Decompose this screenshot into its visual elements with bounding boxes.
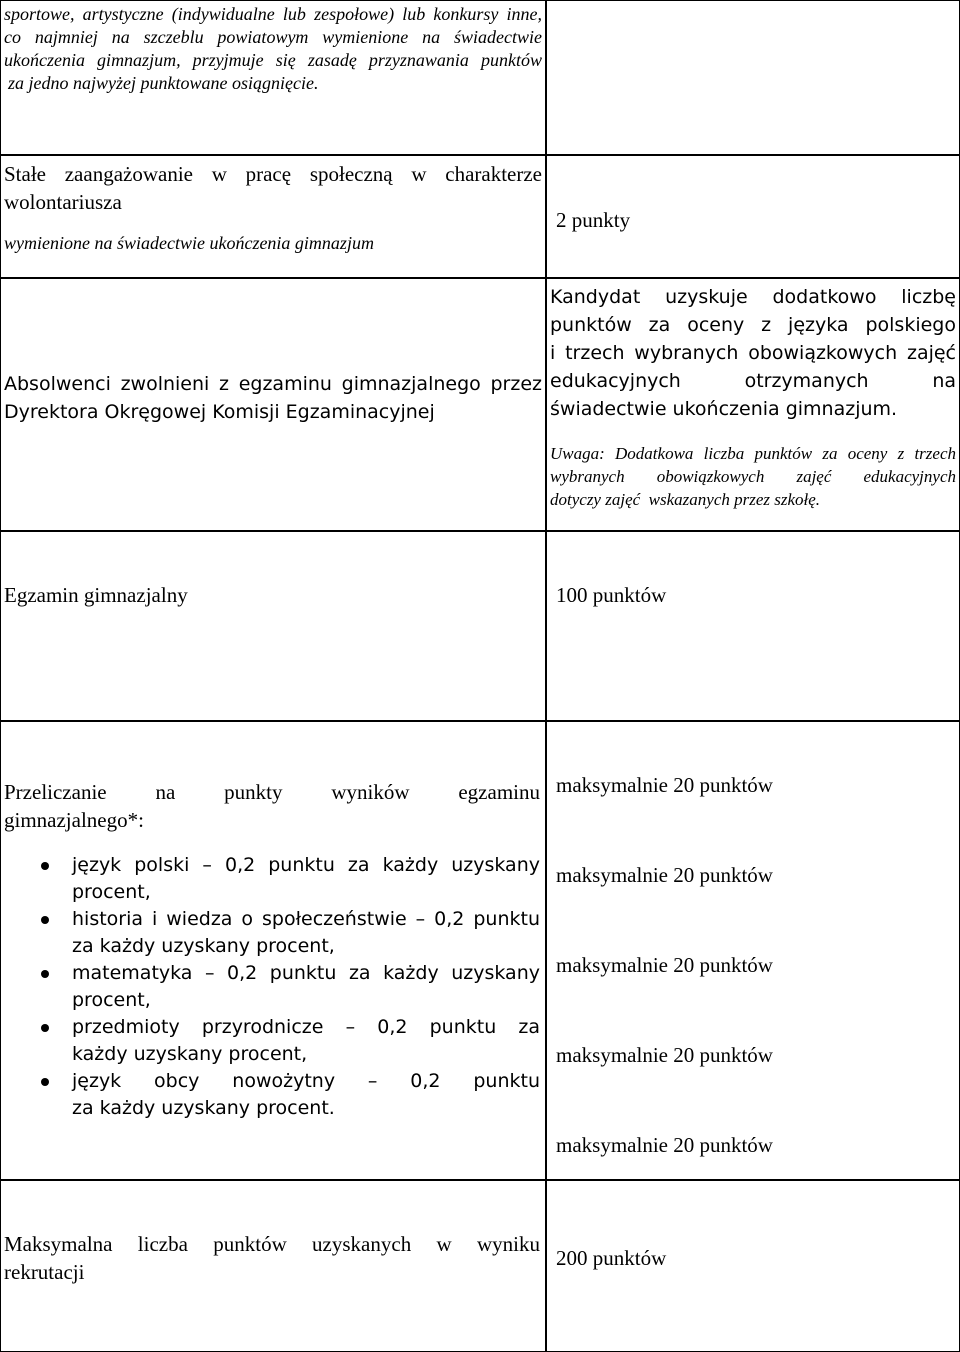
subject-line: procent,: [72, 881, 151, 903]
note-line: wybranych obowiązkowych zajęć edukacyjnych: [550, 467, 956, 486]
bullet-icon: [41, 1024, 49, 1032]
max-points-value: maksymalnie 20 punktów: [556, 1133, 773, 1157]
table-cell: [546, 531, 960, 721]
table-cell: [0, 531, 546, 721]
subject-line: język obcy nowożytny – 0,2 punktu: [72, 1070, 540, 1092]
bullet-icon: [41, 862, 49, 870]
achievement-text-line: za jedno najwyżej punktowane osiągnięcie.: [8, 73, 319, 93]
bullet-icon: [41, 1078, 49, 1086]
exam-label: Egzamin gimnazjalny: [4, 583, 188, 607]
max-points-value: maksymalnie 20 punktów: [556, 953, 773, 977]
table-cell: [546, 0, 960, 155]
points-value: 200 punktów: [556, 1246, 667, 1270]
achievement-text-line: co najmniej na szczeblu powiatowym wymienione na świadectwie: [4, 27, 542, 47]
max-total-label-line: Maksymalna liczba punktów uzyskanych w wyniku: [4, 1232, 540, 1256]
additional-points-line: punktów za oceny z języka polskiego: [550, 314, 956, 336]
volunteer-title-line: wolontariusza: [4, 190, 122, 214]
bullet-icon: [41, 970, 49, 978]
list-item: [0, 960, 540, 1014]
list-item: [0, 1014, 540, 1068]
subject-line: język polski – 0,2 punktu za każdy uzyskany: [72, 854, 540, 876]
max-points-value: maksymalnie 20 punktów: [556, 773, 773, 797]
subject-list: [0, 852, 540, 1122]
max-points-value: maksymalnie 20 punktów: [556, 863, 773, 887]
additional-points-line: i trzech wybranych obowiązkowych zajęć: [550, 342, 956, 364]
exempt-graduates-line: Absolwenci zwolnieni z egzaminu gimnazjalnego przez: [4, 373, 542, 395]
additional-points-line: Kandydat uzyskuje dodatkowo liczbę: [550, 286, 956, 308]
subject-line: za każdy uzyskany procent.: [72, 1097, 335, 1119]
list-item: [0, 1068, 540, 1122]
note-line: Uwaga: Dodatkowa liczba punktów za oceny z trzech: [550, 444, 956, 463]
achievement-text-line: ukończenia gimnazjum, przyjmuje się zasadę przyznawania punktów: [4, 50, 542, 70]
list-item: [0, 852, 540, 906]
subject-line: za każdy uzyskany procent,: [72, 935, 335, 957]
bullet-icon: [41, 916, 49, 924]
additional-points-line: edukacyjnych otrzymanych na: [550, 370, 956, 392]
achievement-text-line: sportowe, artystyczne (indywidualne lub zespołowe) lub konkursy inne,: [4, 4, 542, 24]
max-total-label-line: rekrutacji: [4, 1260, 85, 1284]
subject-line: historia i wiedza o społeczeństwie – 0,2 punktu: [72, 908, 540, 930]
subject-line: procent,: [72, 989, 151, 1011]
points-value: 2 punkty: [556, 208, 631, 232]
note-line: dotyczy zajęć wskazanych przez szkołę.: [550, 490, 821, 509]
subject-line: matematyka – 0,2 punktu za każdy uzyskany: [72, 962, 540, 984]
exempt-graduates-line: Dyrektora Okręgowej Komisji Egzaminacyjnej: [4, 401, 435, 423]
conversion-intro-line: gimnazjalnego*:: [4, 808, 144, 832]
list-item: [0, 906, 540, 960]
subject-line: przedmioty przyrodnicze – 0,2 punktu za: [72, 1016, 540, 1038]
conversion-intro-line: Przeliczanie na punkty wyników egzaminu: [4, 780, 540, 804]
volunteer-title-line: Stałe zaangażowanie w pracę społeczną w charakterze: [4, 162, 542, 186]
max-points-value: maksymalnie 20 punktów: [556, 1043, 773, 1067]
volunteer-note: wymienione na świadectwie ukończenia gimnazjum: [4, 233, 374, 253]
points-value: 100 punktów: [556, 583, 667, 607]
additional-points-line: świadectwie ukończenia gimnazjum.: [550, 398, 898, 420]
subject-line: każdy uzyskany procent,: [72, 1043, 308, 1065]
